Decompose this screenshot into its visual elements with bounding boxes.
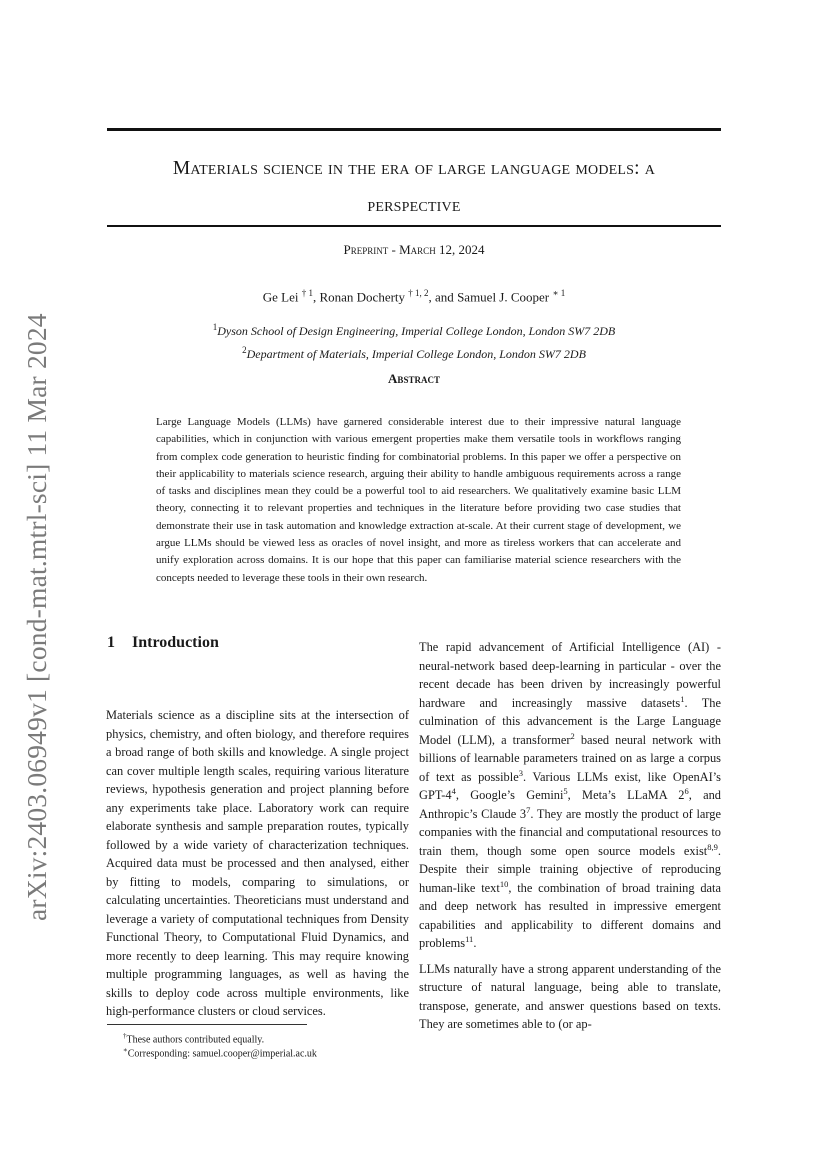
citation-ref: 8,9 <box>707 841 718 852</box>
preprint-date: March 12, 2024 <box>399 242 485 257</box>
footnote-text: These authors contributed equally. <box>126 1034 265 1046</box>
section-number: 1 <box>107 634 115 651</box>
footnote-text: Corresponding: samuel.cooper@imperial.ac.uk <box>127 1048 317 1060</box>
preprint-line <box>107 242 721 258</box>
footnote-rule <box>107 1024 307 1025</box>
left-column <box>106 706 409 1028</box>
text-run: . The culmination of this advancement is the Large Language Model (LLM), a transformer <box>419 695 721 747</box>
affiliation-1 <box>107 318 721 341</box>
footnote-mark: † <box>123 1032 127 1040</box>
citation-ref: 5 <box>563 785 568 796</box>
author-list: Ge Lei $^{\dagger 1}$, Ronan Docherty $^{\dagger 1, 2}$, and Samuel J. Cooper $^{∗ 1}$ <box>262 288 566 305</box>
author-marks: † 1, 2 <box>408 288 429 298</box>
text-run: . Various LLMs exist, like OpenAI’s GPT-4 <box>419 769 721 802</box>
section-heading <box>107 634 219 652</box>
author-name: Ge Lei <box>262 289 299 305</box>
title-rule-top <box>107 128 721 131</box>
text-run: , and Anthropic’s Claude 3 <box>419 788 721 821</box>
text-run: , Meta’s LLaMA 2 <box>567 788 685 802</box>
citation-ref: 6 <box>684 785 689 796</box>
text-run: . <box>473 936 477 950</box>
text-run: , Google’s Gemini <box>455 788 564 802</box>
title-line-1: Materials science in the era of large language models: a <box>172 158 656 179</box>
preprint-label: Preprint <box>343 242 389 257</box>
affiliation-2 <box>107 341 721 364</box>
affiliation-text: Dyson School of Design Engineering, Imperial College London, London SW7 2DB <box>217 324 616 338</box>
preprint-separator: - <box>388 242 400 257</box>
text-run: The rapid advancement of Artificial Intelligence (AI) - neural-network based deep-learning in particular - over the recent decade has been driven by increasingly powerful hardware and increasingly massive datasets <box>419 640 721 710</box>
author-name: Ronan Docherty <box>319 289 406 305</box>
intro-paragraph-right-2: LLMs naturally have a strong apparent understanding of the structure of natural language, being able to translate, transpose, generate, and answer questions based on texts. They are sometimes able to (or ap- <box>419 961 721 1031</box>
section-title: Introduction <box>132 634 219 651</box>
author-marks: ∗ 1 <box>552 288 566 298</box>
intro-paragraph-right-1 <box>419 638 721 953</box>
right-column <box>419 638 721 1041</box>
affiliation-number: 1 <box>212 322 218 332</box>
text-run: based neural network with billions of learnable parameters trained on as large a corpus of text as possible <box>419 732 721 784</box>
affiliation-text: Department of Materials, Imperial College London, London SW7 2DB <box>246 347 586 361</box>
text-run: , the combination of broad training data and deep network has resulted in impressive emergent capabilities and applicability to different domains and problems <box>419 880 721 950</box>
author-name: Samuel J. Cooper <box>457 289 550 305</box>
intro-paragraph-left: Materials science as a discipline sits at the intersection of physics, chemistry, and often biology, and therefore requires a broad range of both skills and knowledge. A single project can cover multiple length scales, requiring various literature reviews, hypothesis generation and project planning before any experiments take place. Laboratory work can require elaborate synthesis and sample preparation routes, typically followed by a wide variety of characterization techniques. Acquired data must be processed and then analysed, either by fitting to models, comparing to simulations, or calculating uncertainties. Theoreticians must understand and leverage a variety of computational techniques from Density Functional Theory, to Computational Fluid Dynamics, and more recently to deep learning. This may require knowing multiple programming languages, as well as having the skills to deploy code across multiple environments, like high-performance clusters or cloud services. <box>106 708 409 1018</box>
citation-ref: 2 <box>570 730 575 741</box>
citation-ref: 11 <box>465 933 474 944</box>
title-rule-bottom <box>107 225 721 227</box>
affiliation-number: 2 <box>242 345 247 355</box>
footnote-2 <box>123 1043 317 1061</box>
citation-ref: 7 <box>526 804 531 815</box>
citation-ref: 10 <box>499 878 509 889</box>
title-line-2: perspective <box>367 195 461 216</box>
citation-ref: 3 <box>518 767 523 778</box>
citation-ref: 1 <box>680 693 685 704</box>
citation-ref: 4 <box>451 785 456 796</box>
paper-title <box>107 150 721 224</box>
text-run: . Despite their simple training objective of reproducing human-like text <box>419 843 721 895</box>
affiliations <box>107 318 721 364</box>
text-run: . They are mostly the product of large companies with the financial and computational resources to train them, though some open source models exist <box>419 806 721 858</box>
footnote-mark: ∗ <box>123 1046 128 1054</box>
author-marks: † 1 <box>301 288 313 298</box>
abstract-text: Large Language Models (LLMs) have garnered considerable interest due to their impressive natural language capabilities, which in conjunction with various emergent properties make them versatile tools in workflows ranging from complex code generation to heuristic finding for combinatorial problems. In this paper we offer a perspective on their applicability to materials science research, arguing their ability to handle ambiguous requirements across a range of tasks and disciplines mean they could be a powerful tool to aid researchers. We qualitatively examine basic LLM theory, connecting it to relevant properties and techniques in the literature before providing two case studies that demonstrate their use in task automation and knowledge extraction at-scale. At their current stage of development, we argue LLMs should be viewed less as oracles of novel insight, and more as tireless workers that can accelerate and unify exploration across domains. It is our hope that this paper can familiarise material science researchers with the concepts needed to leverage these tools in their own research. <box>156 416 681 584</box>
arxiv-identifier: arXiv:2403.06949v1 [cond-mat.mtrl-sci] 11 Mar 2024 <box>21 313 52 921</box>
abstract-heading: Abstract <box>388 371 440 386</box>
